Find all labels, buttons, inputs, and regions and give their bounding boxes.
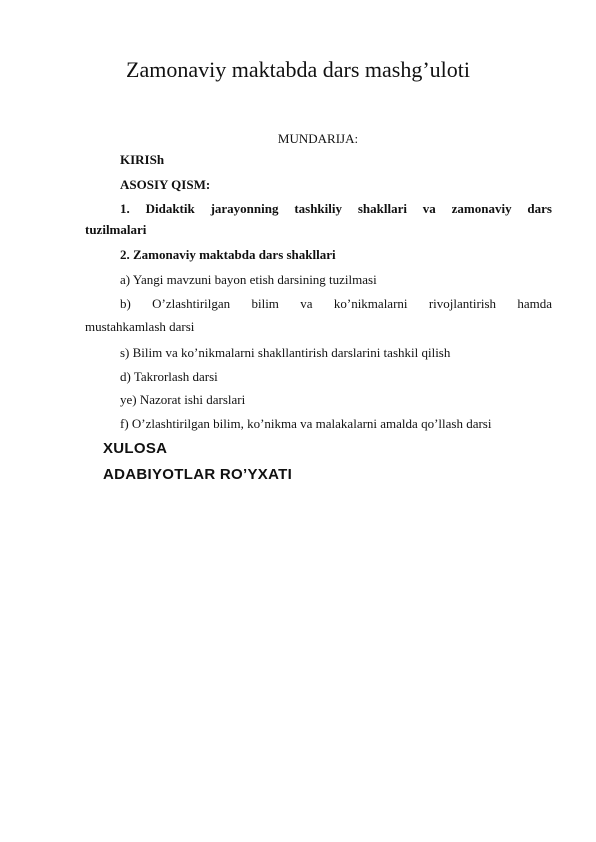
toc-sub-b-line2: mustahkamlash darsi xyxy=(85,319,195,334)
toc-sub-b-line1: b) O’zlashtirilgan bilim va ko’nikmalarni rivojlantirish hamda xyxy=(120,296,552,311)
toc-item-intro: KIRISh xyxy=(120,152,165,167)
toc-sub-a: a) Yangi mavzuni bayon etish darsining tuzilmasi xyxy=(120,272,377,287)
toc-item-2: 2. Zamonaviy maktabda dars shakllari xyxy=(120,247,336,262)
toc-item-references: ADABIYOTLAR RO’YXATI xyxy=(103,466,293,483)
toc-item-main-part: ASOSIY QISM: xyxy=(120,177,211,192)
document-title: Zamonaviy maktabda dars mashg’uloti xyxy=(126,57,470,82)
toc-item-conclusion: XULOSA xyxy=(103,440,168,457)
toc-item-1-line1: 1. Didaktik jarayonning tashkiliy shakllari va zamonaviy dars xyxy=(120,201,552,216)
toc-sub-d: d) Takrorlash darsi xyxy=(120,369,218,384)
toc-heading: MUNDARIJA: xyxy=(277,131,359,146)
toc-sub-s: s) Bilim va ko’nikmalarni shakllantirish darslarini tashkil qilish xyxy=(120,345,451,360)
toc-item-1-line2: tuzilmalari xyxy=(85,222,147,237)
toc-sub-f: f) O’zlashtirilgan bilim, ko’nikma va malakalarni amalda qo’llash darsi xyxy=(120,416,492,431)
toc-sub-ye: ye) Nazorat ishi darslari xyxy=(120,392,246,407)
